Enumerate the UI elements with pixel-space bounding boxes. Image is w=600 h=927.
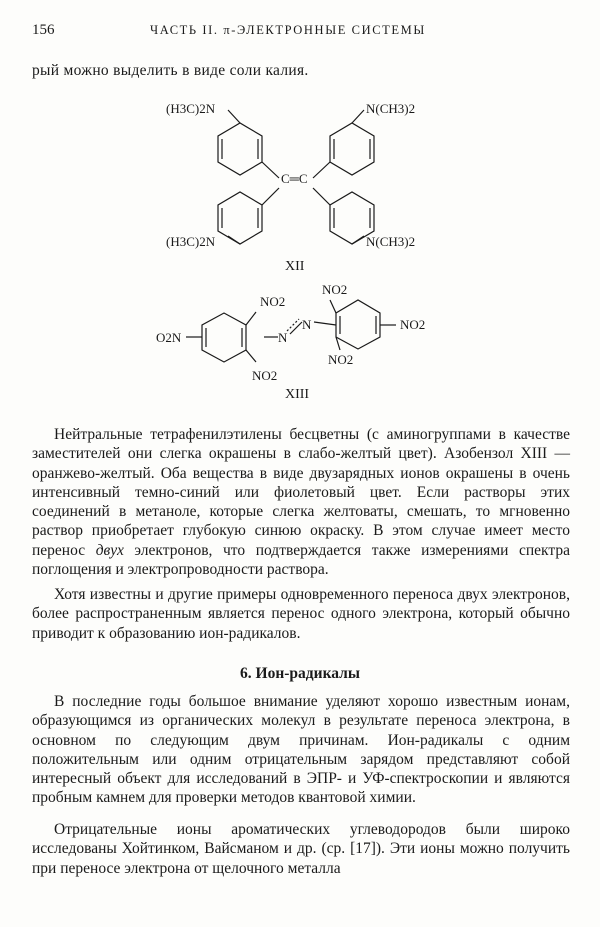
xii-substituent-top-right: N(CH3)2 <box>366 101 416 116</box>
xiii-azo-n1: N <box>278 330 288 345</box>
paragraph-3: В последние годы большое внимание уделяют хорошо известным ионам, образующимся из органических молекул в результате переноса электрона, в основном по следующим двум причинам. Ион-радикалы с одним положительным или одним отрицательным зарядом представляют собой интересный объект для исследований в ЭПР- и УФ-спектроскопии и являются пробным камнем для проверки методов квантовой химии. <box>32 693 570 807</box>
paragraph-2: Хотя известны и другие примеры одновременного переноса двух электронов, более распространенным является перенос одного электрона, который обычно приводит к образованию ион-радикалов. <box>32 586 570 642</box>
xiii-no2-right: NO2 <box>400 317 426 332</box>
intro-line: рый можно выделить в виде соли калия. <box>32 62 309 79</box>
paragraph-1-emphasis: двух <box>95 541 124 559</box>
xii-center-bond: C═C <box>281 171 308 186</box>
paragraph-1-text-b: электронов, что подтверждается также измерениями спектра поглощения и электропроводности раствора. <box>32 541 570 579</box>
xii-substituent-top-left: (H3C)2N <box>166 101 216 116</box>
paragraph-1-text-a: Нейтральные тетрафенилэтилены бесцветны (с аминогруппами в качестве заместителей они слегка окрашены в слабо-желтый цвет). Азобензол XIII — оранжево-желтый. Оба вещества в виде двузарядных ионов окрашены в очень интенсивный темно-синий или фиолетовый цвет. Если растворы этих соединений в метаноле, которые слегка желтоваты, смешать, то мгновенно раствор приобретает глубокую синюю окраску. В этом случае имеет место перенос <box>32 426 570 559</box>
xiii-no2-bottom-left: NO2 <box>252 368 278 383</box>
xii-label: XII <box>285 259 305 274</box>
page-number: 156 <box>32 22 55 38</box>
chemical-structures <box>0 0 600 420</box>
xiii-no2-left: O2N <box>156 330 182 345</box>
xiii-no2-bottom-right: NO2 <box>328 352 354 367</box>
xiii-label: XIII <box>285 387 310 402</box>
paragraph-4: Отрицательные ионы ароматических углеводородов были широко исследованы Хойтинком, Вайсманом и др. (ср. [17]). Эти ионы можно получить при переносе электрона от щелочного металла <box>32 821 570 877</box>
paragraph-1 <box>32 425 570 579</box>
xiii-no2-top-right: NO2 <box>322 282 348 297</box>
structure-xiii-bonds <box>186 300 396 362</box>
running-head: ЧАСТЬ II. π-ЭЛЕКТРОННЫЕ СИСТЕМЫ <box>150 23 426 37</box>
xiii-azo-n2: N <box>302 317 312 332</box>
xiii-no2-top-left: NO2 <box>260 294 286 309</box>
xii-substituent-bottom-right: N(CH3)2 <box>366 234 416 249</box>
section-title: 6. Ион-радикалы <box>240 665 360 682</box>
xii-substituent-bottom-left: (H3C)2N <box>166 234 216 249</box>
